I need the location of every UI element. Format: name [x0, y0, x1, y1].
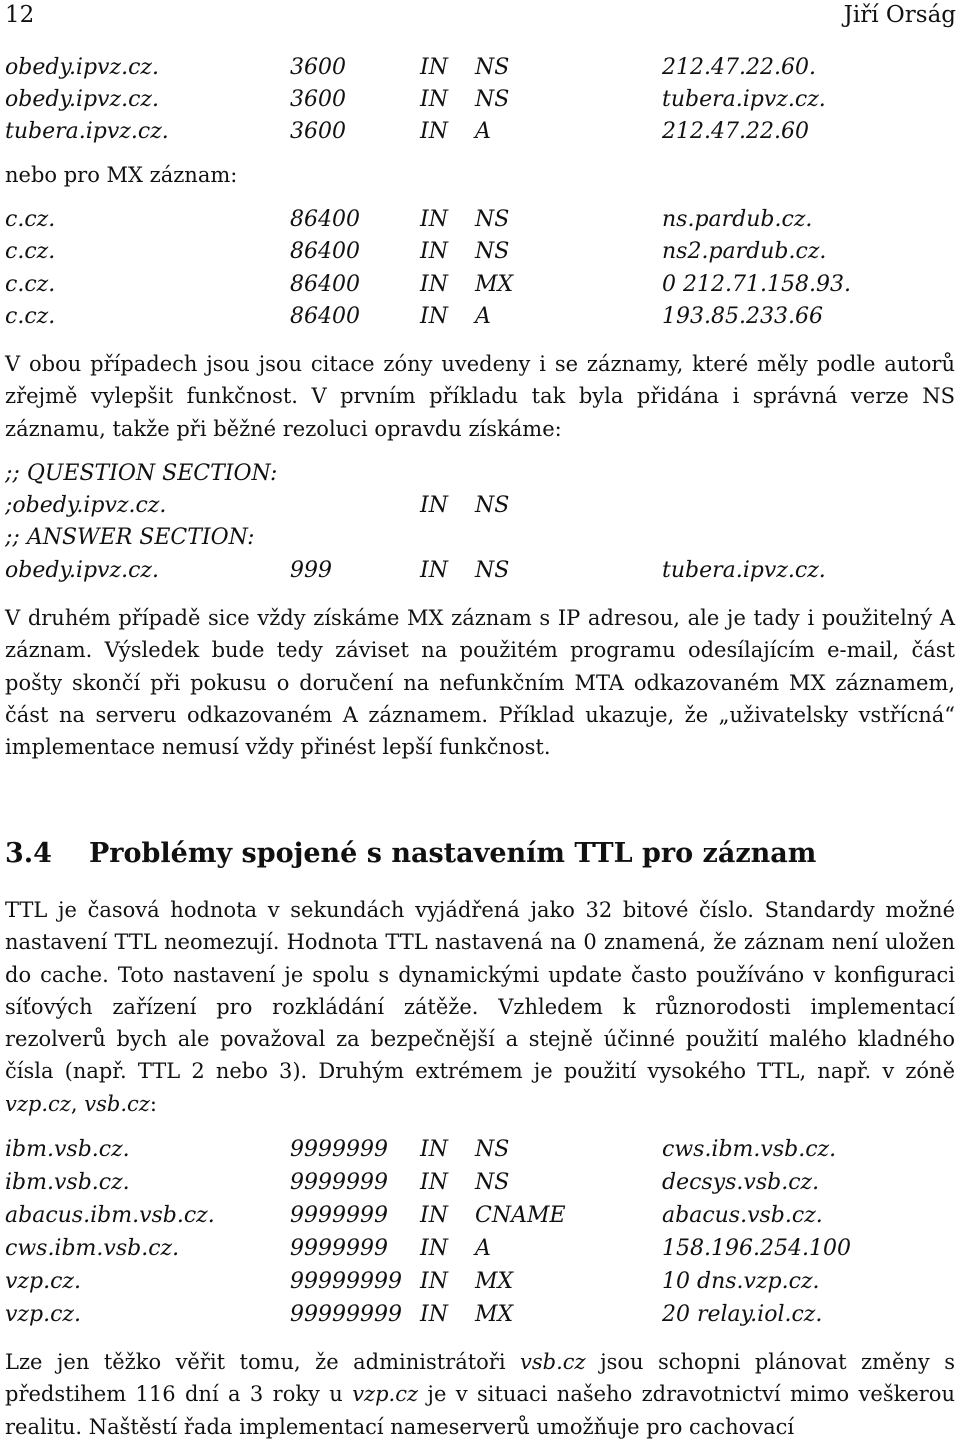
dig-question-record	[5, 493, 955, 526]
zone-record	[5, 1269, 955, 1302]
record-ttl: 9999999	[290, 1236, 388, 1261]
section-title: Problémy spojené s nastavením TTL pro záznam	[89, 838, 817, 869]
record-type: NS	[475, 239, 510, 264]
record-class: IN	[420, 558, 448, 583]
record-ttl: 3600	[290, 119, 346, 144]
record-class: IN	[420, 1170, 448, 1195]
record-data: tubera.ipvz.cz.	[662, 87, 826, 112]
record-owner: abacus.ibm.vsb.cz.	[5, 1203, 215, 1228]
record-data: 212.47.22.60.	[662, 55, 816, 80]
record-ttl: 99999999	[290, 1302, 402, 1327]
record-ttl: 9999999	[290, 1170, 388, 1195]
record-owner: obedy.ipvz.cz.	[5, 558, 159, 583]
record-data: abacus.vsb.cz.	[662, 1203, 823, 1228]
record-type: A	[475, 304, 491, 329]
record-type: NS	[475, 1137, 510, 1162]
record-data: 193.85.233.66	[662, 304, 823, 329]
record-data: tubera.ipvz.cz.	[662, 558, 826, 583]
record-ttl: 3600	[290, 55, 346, 80]
section-heading	[5, 838, 816, 869]
zone-name: vzp.cz	[352, 1382, 419, 1407]
page-header	[5, 2, 956, 32]
zone-record	[5, 1170, 955, 1203]
record-type: NS	[475, 207, 510, 232]
record-data: cws.ibm.vsb.cz.	[662, 1137, 837, 1162]
paragraph-text: ,	[70, 1091, 85, 1116]
zone-record	[5, 55, 955, 88]
record-class: IN	[420, 1236, 448, 1261]
zone-name: vzp.cz	[5, 1091, 71, 1116]
record-type: MX	[475, 1302, 514, 1327]
record-owner: vzp.cz.	[5, 1269, 82, 1294]
record-class: IN	[420, 207, 448, 232]
zone-name: vsb.cz	[520, 1350, 586, 1374]
record-ttl: 9999999	[290, 1203, 388, 1228]
dig-section-label: ;; ANSWER SECTION:	[5, 525, 255, 550]
body-paragraph	[5, 894, 955, 1120]
record-type: CNAME	[475, 1203, 566, 1228]
record-type: NS	[475, 55, 510, 80]
record-owner: ;obedy.ipvz.cz.	[5, 493, 167, 518]
record-ttl: 86400	[290, 239, 360, 264]
record-ttl: 3600	[290, 87, 346, 112]
zone-name: vsb.cz	[84, 1091, 150, 1116]
record-class: IN	[420, 272, 448, 297]
record-class: IN	[420, 1302, 448, 1327]
zone-record	[5, 272, 955, 305]
record-ttl: 9999999	[290, 1137, 388, 1162]
running-author: Jiří Orság	[843, 2, 956, 28]
record-data: 212.47.22.60	[662, 119, 809, 144]
record-class: IN	[420, 1203, 448, 1228]
zone-record	[5, 1137, 955, 1170]
record-ttl: 86400	[290, 272, 360, 297]
dig-answer-header	[5, 525, 955, 558]
paragraph-text: TTL je časová hodnota v sekundách vyjádřená jako 32 bitové číslo. Standardy možné nastavení TTL neomezují. Hodnota TTL nastavená na 0 znamená, že záznam není uložen do cache. Toto nastavení je spolu s dynamickými update často používáno v konfiguraci síťových zařízení pro rozkládání zátěže. Vzhledem k různorodosti implementací rezolverů bych ale považoval za bezpečnější a stejně účinné použití malého kladného čísla (např. TTL 2 nebo 3). Druhým extrémem je použití vysokého TTL, např. v zóně	[5, 898, 955, 1084]
record-type: MX	[475, 1269, 514, 1294]
dig-question-header	[5, 461, 955, 494]
paragraph-text: Lze jen těžko věřit tomu, že administrátoři	[5, 1350, 521, 1374]
record-owner: obedy.ipvz.cz.	[5, 55, 159, 80]
record-owner: obedy.ipvz.cz.	[5, 87, 159, 112]
record-data: decsys.vsb.cz.	[662, 1170, 820, 1195]
record-owner: c.cz.	[5, 272, 56, 297]
zone-record	[5, 207, 955, 240]
record-ttl: 86400	[290, 304, 360, 329]
record-class: IN	[420, 304, 448, 329]
record-class: IN	[420, 87, 448, 112]
record-type: NS	[475, 87, 510, 112]
record-owner: ibm.vsb.cz.	[5, 1170, 130, 1195]
page-number: 12	[5, 2, 35, 28]
record-type: A	[475, 1236, 491, 1261]
record-owner: vzp.cz.	[5, 1302, 82, 1327]
record-data: ns.pardub.cz.	[662, 207, 813, 232]
mx-label: nebo pro MX záznam:	[5, 163, 238, 187]
record-type: NS	[475, 1170, 510, 1195]
record-type: MX	[475, 272, 514, 297]
paragraph-text: jsou schopni plánovat změny s předstihem 116 dní a 3 roky u	[5, 1350, 956, 1407]
record-owner: c.cz.	[5, 239, 56, 264]
record-owner: ibm.vsb.cz.	[5, 1137, 130, 1162]
body-paragraph: V obou případech jsou jsou citace zóny uvedeny i se záznamy, které měly podle autorů zřejmě vylepšit funkčnost. V prvním příkladu tak byla přidána i správná verze NS záznamu, takže při běžné rezoluci opravdu získáme:	[5, 352, 955, 441]
record-data: 0 212.71.158.93.	[662, 272, 851, 297]
body-paragraph: V druhém případě sice vždy získáme MX záznam s IP adresou, ale je tady i použitelný A záznam. Výsledek bude tedy záviset na použitém programu odesílajícím e-mail, část pošty skončí při pokusu o doručení na nefunkčním MTA odkazovaném MX záznamem, část na serveru odkazovaném A záznamem. Příklad ukazuje, že „uživatelsky vstřícná“ implementace nemusí vždy přinést lepší funkčnost.	[5, 606, 955, 760]
zone-record	[5, 304, 955, 337]
record-owner: c.cz.	[5, 304, 56, 329]
record-data: 158.196.254.100	[662, 1236, 851, 1261]
paragraph-text: :	[149, 1091, 157, 1116]
record-type: NS	[475, 558, 510, 583]
record-class: IN	[420, 1269, 448, 1294]
record-data: ns2.pardub.cz.	[662, 239, 827, 264]
record-owner: c.cz.	[5, 207, 56, 232]
record-owner: cws.ibm.vsb.cz.	[5, 1236, 180, 1261]
section-number: 3.4	[5, 838, 52, 869]
record-ttl: 999	[290, 558, 332, 583]
record-data: 10 dns.vzp.cz.	[662, 1269, 820, 1294]
zone-record	[5, 1236, 955, 1269]
record-class: IN	[420, 493, 448, 518]
record-ttl: 99999999	[290, 1269, 402, 1294]
record-type: NS	[475, 493, 510, 518]
zone-record	[5, 119, 955, 152]
record-class: IN	[420, 239, 448, 264]
dig-answer-record	[5, 558, 955, 591]
record-class: IN	[420, 55, 448, 80]
zone-record	[5, 1302, 955, 1335]
record-owner: tubera.ipvz.cz.	[5, 119, 169, 144]
paragraph-text: je v situaci našeho zdravotnictví mimo veškerou realitu. Naštěstí řada implementací nameserverů umožňuje pro cachovací	[5, 1382, 955, 1439]
record-type: A	[475, 119, 491, 144]
record-data: 20 relay.iol.cz.	[662, 1302, 823, 1327]
zone-record	[5, 1203, 955, 1236]
record-class: IN	[420, 1137, 448, 1162]
record-ttl: 86400	[290, 207, 360, 232]
body-paragraph	[5, 1346, 955, 1443]
dig-section-label: ;; QUESTION SECTION:	[5, 461, 278, 486]
record-class: IN	[420, 119, 448, 144]
zone-record	[5, 87, 955, 120]
zone-record	[5, 239, 955, 272]
